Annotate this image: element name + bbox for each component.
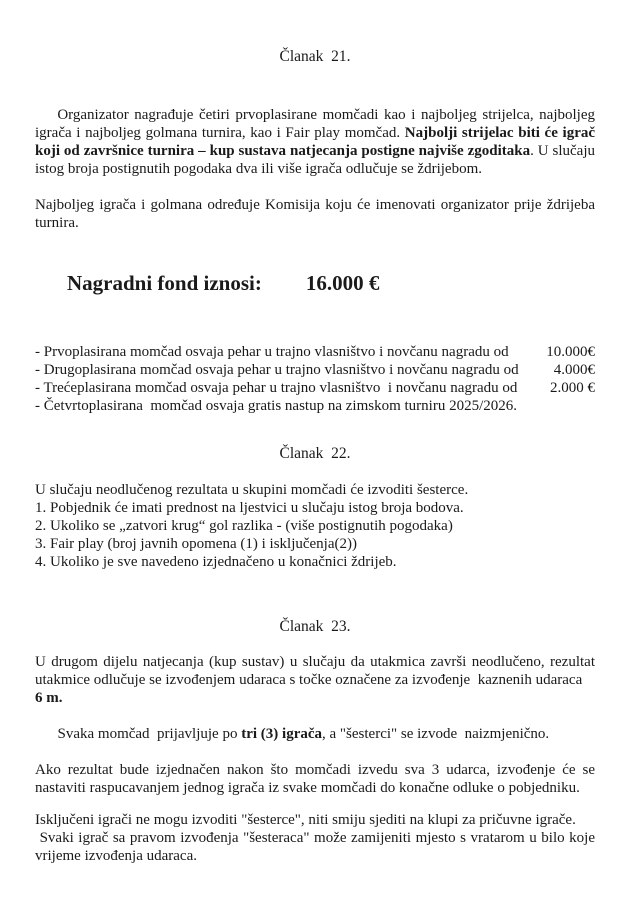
article-23-text: Svaka momčad prijavljuje po <box>57 726 242 742</box>
prize-fund-label: Nagradni fond iznosi: <box>67 271 262 295</box>
prize-row-fourth-place <box>35 397 595 415</box>
article-22-heading: Članak 22. <box>279 445 351 462</box>
article-21-text: Organizator nagrađuje četiri prvoplasirane momčadi kao i najboljeg strijelca, najboljeg igrača i najboljeg golmana turnira, kao i Fair play momčad. <box>35 107 599 141</box>
prize-amount: 10.000€ <box>546 344 595 360</box>
prize-list <box>35 343 595 415</box>
article-21-bold-text: Najbolji strijelac biti će igrač koji od završnice turnira – kup sustava natjecanja postigne najviše zgoditaka <box>35 125 599 159</box>
article-23-paragraph-5: Svaki igrač sa pravom izvođenja "šesteraca" može zamijeniti mjesto s vratarom u bilo koje vrijeme izvođenja udaraca. <box>35 830 599 864</box>
prize-fund-amount: 16.000 € <box>305 271 380 295</box>
article-23-closing <box>35 811 599 865</box>
article-22-item-3: 3. Fair play (broj javnih opomena (1) i isključenja(2)) <box>35 536 357 552</box>
prize-row-second-place <box>35 361 595 379</box>
article-23-bold-text: tri (3) igrača <box>241 726 323 742</box>
article-23-paragraph-1: U drugom dijelu natjecanja (kup sustav) u slučaju da utakmica završi neodlučeno, rezultat utakmice odlučuje se izvođenjem udaraca s točke označene za izvođenje kaznenih udaraca <box>35 654 599 688</box>
prize-amount: 2.000 € <box>550 380 595 396</box>
prize-fund-heading <box>35 244 595 322</box>
article-23-paragraph-2 <box>35 707 595 761</box>
prize-row-first-place <box>35 343 595 361</box>
article-23-body <box>35 653 599 797</box>
article-21-text-cont: . U slučaju istog broja postignutih pogodaka dva ili više igrača odlučuje se ždrijebom. <box>35 143 599 177</box>
article-22-body <box>35 481 595 571</box>
article-21-paragraph-2: Najboljeg igrača i golmana određuje Komisija koju će imenovati organizator prije ždrijeba turnira. <box>35 197 599 231</box>
prize-text: - Drugoplasirana momčad osvaja pehar u trajno vlasništvo i novčanu nagradu od <box>35 362 519 378</box>
article-23-paragraph-3: Ako rezultat bude izjednačen nakon što momčadi izvedu sva 3 udarca, izvođenje će se nastaviti raspucavanjem jednog igrača iz svake momčadi do konačne odluke o pobjedniku. <box>35 762 599 796</box>
article-21-heading: Članak 21. <box>279 48 351 65</box>
article-22-item-2: 2. Ukoliko se „zatvori krug“ gol razlika - (više postignutih pogodaka) <box>35 518 453 534</box>
article-23-six-meter-line: 6 m. <box>35 690 63 706</box>
article-23-heading: Članak 23. <box>279 618 351 635</box>
prize-amount: 4.000€ <box>553 362 595 378</box>
prize-row-third-place <box>35 379 595 397</box>
article-23-text-cont: , a "šesterci" se izvode naizmjenično. <box>322 726 550 742</box>
article-22-intro: U slučaju neodlučenog rezultata u skupini momčadi će izvoditi šesterce. <box>35 482 469 498</box>
article-23-paragraph-4: Isključeni igrači ne mogu izvoditi "šesterce", niti smiju sjediti na klupi za pričuvne igrače. <box>35 812 576 828</box>
article-22-item-1: 1. Pobjednik će imati prednost na ljestvici u slučaju istog broja bodova. <box>35 500 464 516</box>
article-22-item-4: 4. Ukoliko je sve navedeno izjednačeno u konačnici ždrijeb. <box>35 554 397 570</box>
prize-text: - Prvoplasirana momčad osvaja pehar u trajno vlasništvo i novčanu nagradu od <box>35 344 509 360</box>
article-21-paragraph-1 <box>35 88 599 196</box>
prize-text: - Četvrtoplasirana momčad osvaja gratis nastup na zimskom turniru 2025/2026. <box>35 398 517 414</box>
prize-text: - Trećeplasirana momčad osvaja pehar u trajno vlasništvo i novčanu nagradu od <box>35 380 518 396</box>
